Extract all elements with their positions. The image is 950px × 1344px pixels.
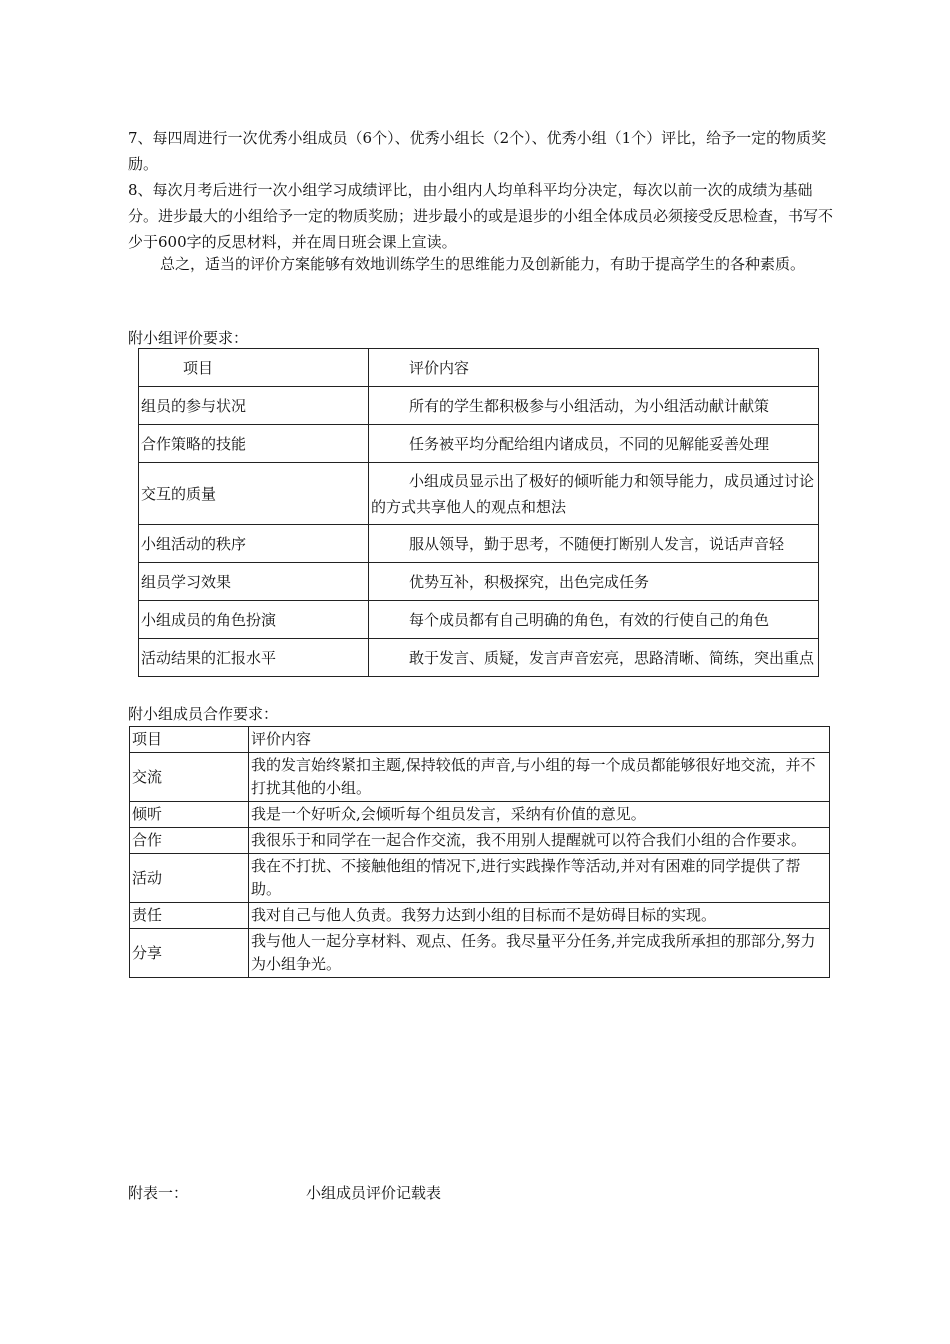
row-item: 合作策略的技能 [139,425,369,463]
group-evaluation-table [138,348,819,677]
header-content: 评价内容 [249,727,830,753]
table-row [139,563,819,601]
table-header-row [139,349,819,387]
row-content: 小组成员显示出了极好的倾听能力和领导能力，成员通过讨论的方式共享他人的观点和想法 [369,463,819,525]
header-content: 评价内容 [369,349,819,387]
header-item: 项目 [139,349,369,387]
table-row [130,753,830,802]
table-row [130,854,830,903]
summary-paragraph: 总之，适当的评价方案能够有效地训练学生的思维能力及创新能力，有助于提高学生的各种素质。 [160,255,806,273]
row-item: 责任 [130,903,249,929]
row-content: 优势互补，积极探究，出色完成任务 [369,563,819,601]
row-content: 敢于发言、质疑，发言声音宏亮，思路清晰、简练，突出重点 [369,639,819,677]
row-content: 任务被平均分配给组内诸成员，不同的见解能妥善处理 [369,425,819,463]
table-row [139,601,819,639]
table-row [130,903,830,929]
paragraph-item-7: 7、每四周进行一次优秀小组成员（6个）、优秀小组长（2个）、优秀小组（1个）评比，给予一定的物质奖励。 [128,129,827,173]
row-item: 活动 [130,854,249,903]
row-item: 组员学习效果 [139,563,369,601]
row-content: 所有的学生都积极参与小组活动，为小组活动献计献策 [369,387,819,425]
appendix-title: 小组成员评价记载表 [306,1184,442,1202]
row-item: 小组成员的角色扮演 [139,601,369,639]
table-row [130,802,830,828]
row-item: 组员的参与状况 [139,387,369,425]
row-item: 倾听 [130,802,249,828]
row-item: 活动结果的汇报水平 [139,639,369,677]
table-row [139,425,819,463]
row-content: 我在不打扰、不接触他组的情况下,进行实践操作等活动,并对有困难的同学提供了帮助。 [249,854,830,903]
row-item: 小组活动的秩序 [139,525,369,563]
row-item: 交流 [130,753,249,802]
row-content: 我与他人一起分享材料、观点、任务。我尽量平分任务,并完成我所承担的那部分,努力为小组争光。 [249,929,830,978]
table-row [139,525,819,563]
row-content: 我的发言始终紧扣主题,保持较低的声音,与小组的每一个成员都能够很好地交流，并不打扰其他的小组。 [249,753,830,802]
row-content: 我对自己与他人负责。我努力达到小组的目标而不是妨碍目标的实现。 [249,903,830,929]
table-row [139,387,819,425]
table-row [130,828,830,854]
table-row [139,463,819,525]
table-row [139,639,819,677]
table-header-row [130,727,830,753]
header-item: 项目 [130,727,249,753]
row-content: 服从领导，勤于思考，不随便打断别人发言，说话声音轻 [369,525,819,563]
table-row [130,929,830,978]
row-item: 合作 [130,828,249,854]
row-content: 我很乐于和同学在一起合作交流，我不用别人提醒就可以符合我们小组的合作要求。 [249,828,830,854]
row-item: 交互的质量 [139,463,369,525]
appendix-label: 附表一： [128,1184,189,1202]
row-item: 分享 [130,929,249,978]
table2-caption: 附小组成员合作要求： [128,705,279,723]
member-cooperation-table [129,726,830,978]
row-content: 我是一个好听众,会倾听每个组员发言，采纳有价值的意见。 [249,802,830,828]
paragraph-item-8: 8、每次月考后进行一次小组学习成绩评比，由小组内人均单科平均分决定，每次以前一次的成绩为基础分。进步最大的小组给予一定的物质奖励；进步最小的或是退步的小组全体成员必须接受反思检查，书写不少于600字的反思材料，并在周日班会课上宣读。 [128,181,834,251]
table1-caption: 附小组评价要求： [128,329,249,347]
row-content: 每个成员都有自己明确的角色，有效的行使自己的角色 [369,601,819,639]
